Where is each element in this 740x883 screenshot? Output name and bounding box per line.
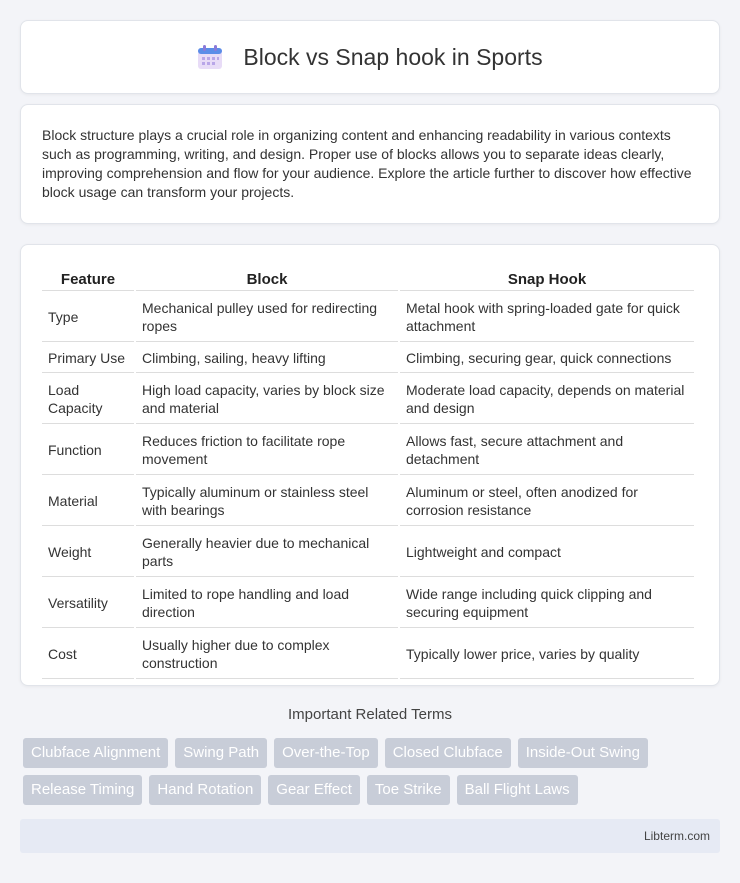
cell-block: High load capacity, varies by block size and material xyxy=(136,375,398,424)
related-term-tag[interactable]: Ball Flight Laws xyxy=(457,775,578,805)
table-row xyxy=(42,477,694,526)
comparison-table xyxy=(40,265,696,681)
table-row xyxy=(42,426,694,475)
cell-snap-hook: Lightweight and compact xyxy=(400,528,694,577)
related-term-tag[interactable]: Release Timing xyxy=(23,775,142,805)
related-term-tag[interactable]: Closed Clubface xyxy=(385,738,511,768)
cell-feature: Primary Use xyxy=(42,344,134,373)
table-header-row xyxy=(42,267,694,291)
table-row xyxy=(42,344,694,373)
related-term-tag[interactable]: Gear Effect xyxy=(268,775,360,805)
cell-feature: Function xyxy=(42,426,134,475)
cell-snap-hook: Aluminum or steel, often anodized for corrosion resistance xyxy=(400,477,694,526)
table-row xyxy=(42,579,694,628)
cell-block: Reduces friction to facilitate rope movement xyxy=(136,426,398,475)
cell-block: Climbing, sailing, heavy lifting xyxy=(136,344,398,373)
cell-block: Usually higher due to complex construction xyxy=(136,630,398,679)
cell-snap-hook: Typically lower price, varies by quality xyxy=(400,630,694,679)
cell-snap-hook: Metal hook with spring-loaded gate for quick attachment xyxy=(400,293,694,342)
related-terms-list xyxy=(23,738,723,805)
cell-feature: Load Capacity xyxy=(42,375,134,424)
related-term-tag[interactable]: Over-the-Top xyxy=(274,738,378,768)
header-block: Block xyxy=(136,267,398,291)
cell-snap-hook: Allows fast, secure attachment and detachment xyxy=(400,426,694,475)
cell-feature: Material xyxy=(42,477,134,526)
cell-block: Mechanical pulley used for redirecting ropes xyxy=(136,293,398,342)
cell-block: Limited to rope handling and load direction xyxy=(136,579,398,628)
footer-text: Libterm.com xyxy=(643,829,710,843)
header-card xyxy=(20,20,720,94)
cell-snap-hook: Wide range including quick clipping and securing equipment xyxy=(400,579,694,628)
cell-snap-hook: Climbing, securing gear, quick connections xyxy=(400,344,694,373)
cell-feature: Type xyxy=(42,293,134,342)
intro-card xyxy=(20,104,720,224)
cell-feature: Weight xyxy=(42,528,134,577)
footer xyxy=(20,819,720,853)
cell-block: Generally heavier due to mechanical parts xyxy=(136,528,398,577)
table-row xyxy=(42,293,694,342)
table-row xyxy=(42,528,694,577)
table-row xyxy=(42,630,694,679)
table-row xyxy=(42,375,694,424)
comparison-card xyxy=(20,244,720,686)
calendar-icon xyxy=(197,44,223,70)
related-terms-title: Important Related Terms xyxy=(288,706,452,723)
cell-feature: Cost xyxy=(42,630,134,679)
cell-feature: Versatility xyxy=(42,579,134,628)
related-term-tag[interactable]: Clubface Alignment xyxy=(23,738,168,768)
header-snap-hook: Snap Hook xyxy=(400,267,694,291)
header-feature: Feature xyxy=(42,267,134,291)
cell-snap-hook: Moderate load capacity, depends on material and design xyxy=(400,375,694,424)
page-title: Block vs Snap hook in Sports xyxy=(243,43,543,70)
related-term-tag[interactable]: Swing Path xyxy=(175,738,267,768)
related-term-tag[interactable]: Hand Rotation xyxy=(149,775,261,805)
related-term-tag[interactable]: Toe Strike xyxy=(367,775,450,805)
cell-block: Typically aluminum or stainless steel with bearings xyxy=(136,477,398,526)
related-term-tag[interactable]: Inside-Out Swing xyxy=(518,738,648,768)
intro-text: Block structure plays a crucial role in organizing content and enhancing readability in various contexts such as programming, writing, and design. Proper use of blocks allows you to separate ideas clearly, improving comprehension and flow for your audience. Explore the article further to discover how effective block usage can transform your projects. xyxy=(42,127,692,200)
